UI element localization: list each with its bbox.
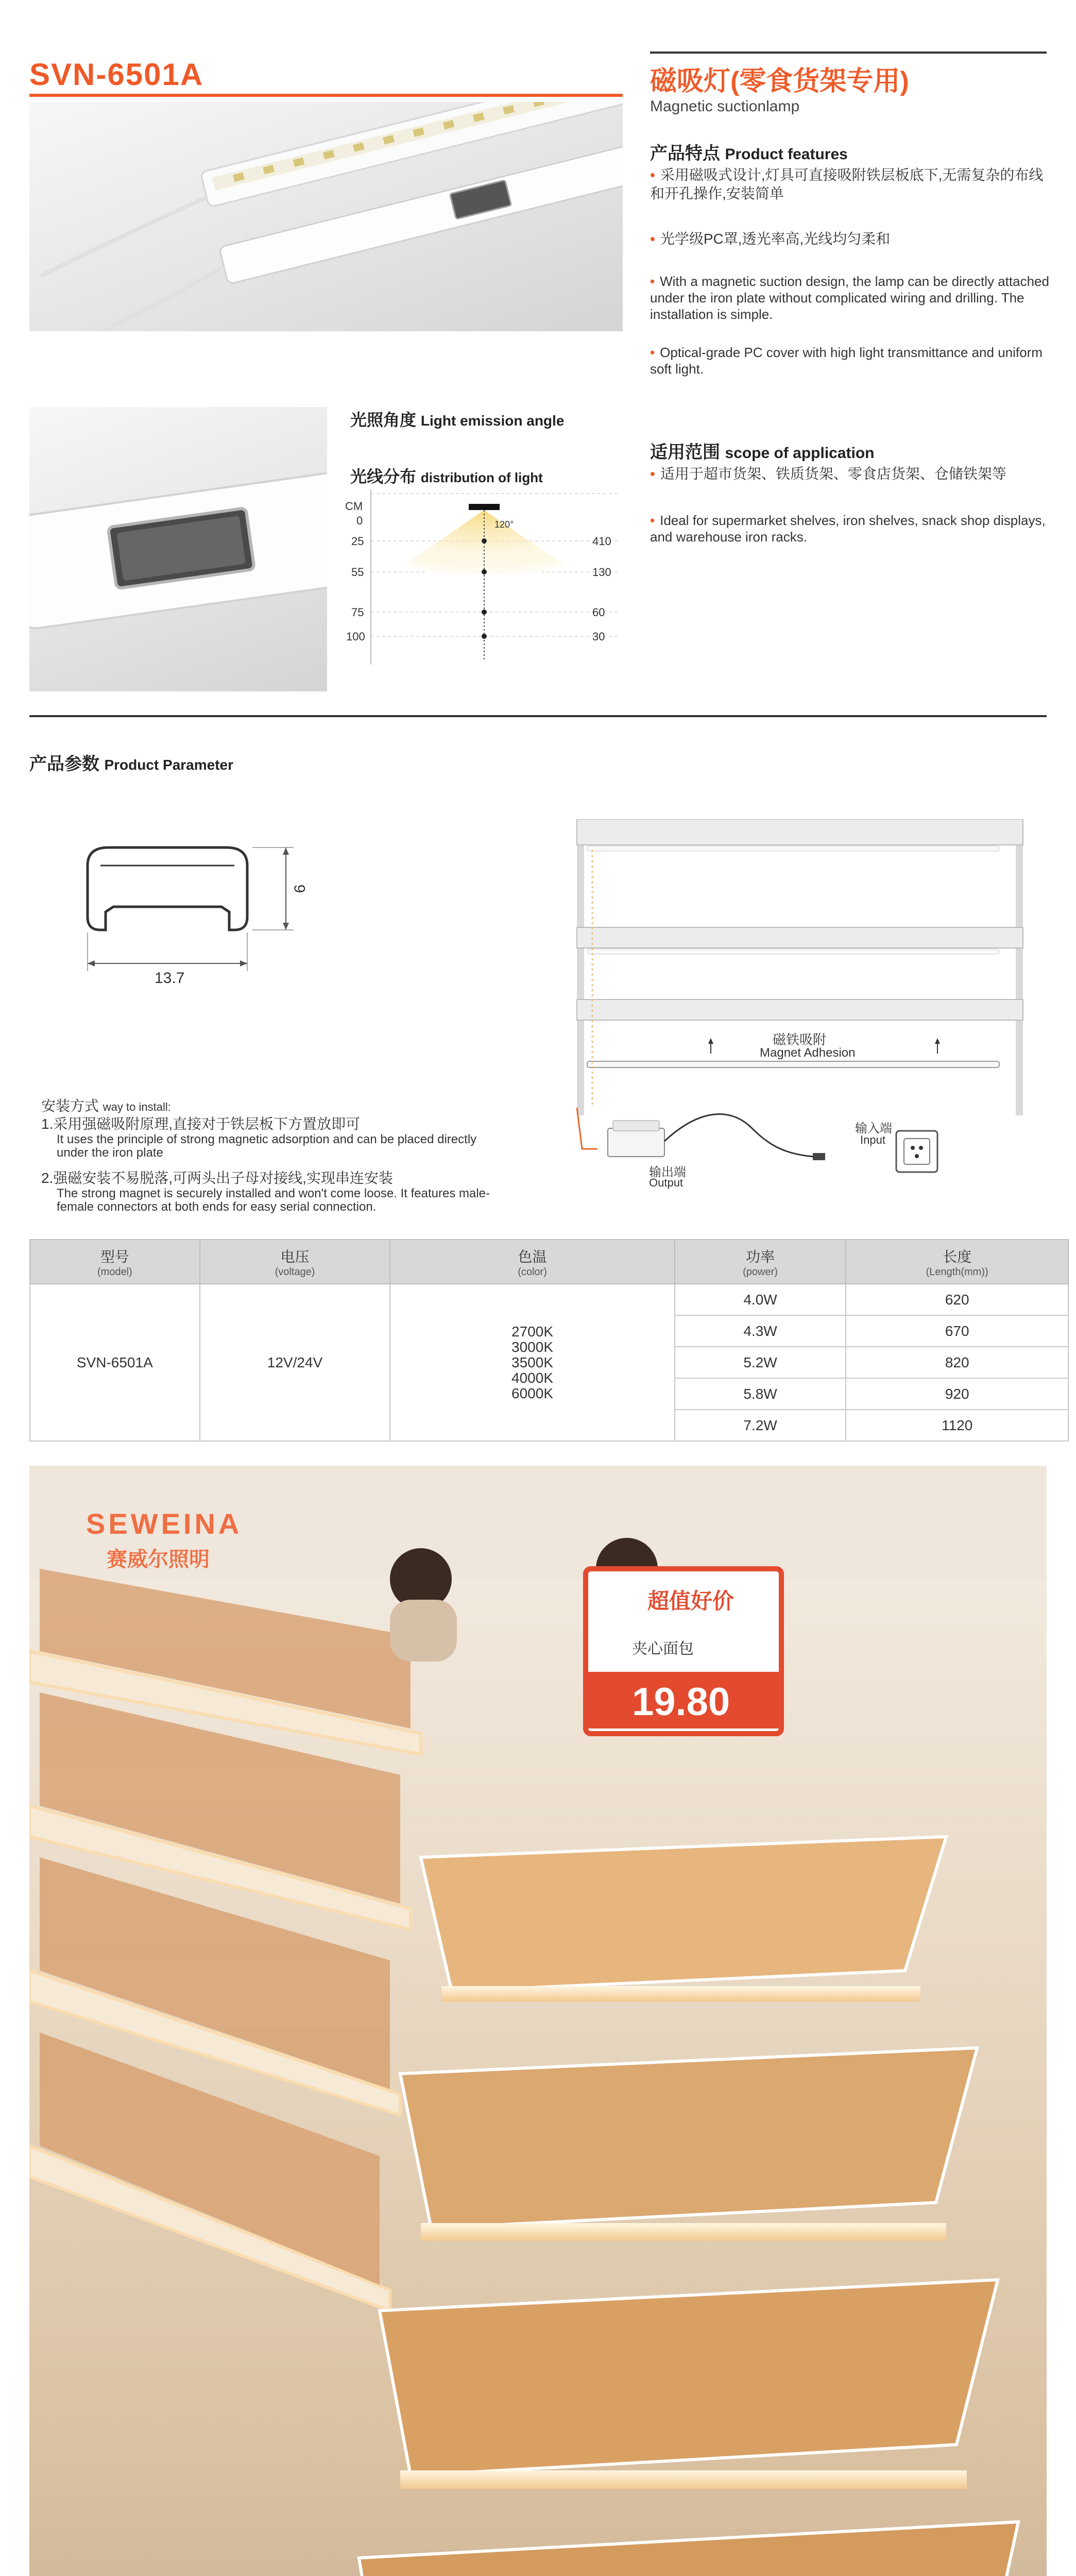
install-step-cn: 1.采用强磁吸附原理,直接对于铁层板下方置放即可 — [41, 1116, 361, 1132]
color-temp: 2700K — [511, 1323, 553, 1340]
lux-value: 60 — [592, 606, 605, 619]
tick-label: 0 — [356, 514, 363, 527]
light-angle-heading — [350, 407, 564, 431]
bullet-dot: • — [650, 466, 655, 482]
cell-power: 5.2W — [675, 1347, 846, 1378]
tick-label: 75 — [351, 606, 364, 619]
input-label-en: Input — [860, 1133, 885, 1146]
lux-value: 130 — [592, 566, 611, 579]
light-dist-en: distribution of light — [420, 470, 543, 485]
price-tag-sub: 夹心面包 — [632, 1640, 694, 1657]
feature-text: With a magnetic suction design, the lamp can be directly attached under the iron plate without complicated wiring and drilling. The installation is simple. — [650, 274, 1049, 322]
light-angle-cn: 光照角度 — [350, 411, 417, 429]
light-dist-cn: 光线分布 — [350, 467, 417, 486]
section-divider — [29, 715, 1047, 717]
lightbar-illustration — [29, 102, 623, 331]
scope-text: Ideal for supermarket shelves, iron shelves, snack shop displays, and warehouse iron racks. — [650, 513, 1046, 545]
cell-length: 620 — [846, 1284, 1068, 1315]
parameter-table — [29, 1239, 1069, 1442]
bullet-dot: • — [650, 274, 655, 289]
table-header-row — [30, 1240, 1068, 1284]
product-title: 磁吸灯(零食货架专用) — [650, 66, 909, 96]
scope-heading-en: scope of application — [725, 445, 875, 462]
col-power: 功率 (power) — [675, 1240, 846, 1284]
feature-text: 光学级PC罩,透光率高,光线均匀柔和 — [660, 231, 891, 247]
header-rule — [29, 94, 623, 97]
width-dimension: 13.7 — [155, 970, 185, 987]
tick-label: 100 — [346, 630, 365, 643]
cell-model: SVN-6501A — [30, 1284, 200, 1441]
light-dist-heading — [350, 464, 543, 487]
install-step-cn: 2.强磁安装不易脱落,可两头出子母对接线,实现串连安装 — [41, 1170, 393, 1186]
magnet-illustration — [29, 407, 327, 691]
table-row — [30, 1284, 1068, 1315]
parameter-heading-en: Product Parameter — [104, 757, 233, 773]
price-value: 19.80 — [632, 1680, 730, 1724]
scope-item — [650, 465, 1057, 483]
product-subtitle: Magnetic suctionlamp — [650, 98, 800, 115]
unit-label: CM — [345, 500, 363, 513]
bullet-dot: • — [650, 345, 655, 360]
col-length: 长度 (Length(mm)) — [846, 1240, 1068, 1284]
scope-item — [650, 512, 1052, 545]
feature-item — [650, 230, 1052, 248]
magnet-label-cn: 磁铁吸附 — [773, 1032, 827, 1047]
color-temp: 3000K — [511, 1338, 553, 1355]
install-step-en: The strong magnet is securely installed and won't come loose. It features male-female connectors at both ends for easy serial connection. — [57, 1187, 490, 1214]
install-step — [41, 1170, 494, 1214]
product-photo-lightbar — [29, 102, 623, 331]
product-photo-magnet — [29, 407, 327, 691]
cell-power: 4.3W — [675, 1315, 846, 1347]
feature-text: 采用磁吸式设计,灯具可直接吸附铁层板底下,无需复杂的布线和开孔操作,安装简单 — [650, 167, 1044, 201]
bullet-dot: • — [650, 231, 655, 247]
angle-label: 120° — [494, 519, 514, 530]
feature-item — [650, 273, 1052, 323]
col-voltage: 电压 (voltage) — [200, 1240, 390, 1284]
color-temp: 3500K — [511, 1354, 553, 1370]
scope-heading-cn: 适用范围 — [650, 443, 720, 462]
lux-value: 30 — [592, 630, 605, 643]
shelf-diagram — [567, 819, 1051, 1190]
features-heading-en: Product features — [725, 146, 848, 163]
col-color: 色温 (color) — [390, 1240, 674, 1284]
tick-label: 25 — [351, 535, 364, 548]
col-model: 型号 (model) — [30, 1240, 200, 1284]
scope-text: 适用于超市货架、铁质货架、零食店货架、仓储铁架等 — [660, 466, 1006, 482]
light-angle-en: Light emission angle — [420, 413, 565, 429]
parameter-heading-cn: 产品参数 — [29, 754, 99, 774]
cell-length: 920 — [846, 1378, 1068, 1410]
features-heading — [650, 139, 848, 164]
bullet-dot: • — [650, 167, 655, 183]
tick-label: 55 — [351, 566, 364, 579]
scope-heading — [650, 438, 875, 463]
color-temp: 6000K — [511, 1385, 553, 1401]
install-title-en: way to install: — [103, 1100, 171, 1113]
parameter-heading — [29, 750, 233, 775]
cell-length: 1120 — [846, 1410, 1068, 1441]
feature-item — [650, 166, 1052, 203]
cell-power: 4.0W — [675, 1284, 846, 1315]
brand-watermark-en: SEWEINA — [86, 1507, 243, 1540]
install-step-en: It uses the principle of strong magnetic adsorption and can be placed directly under the iron plate — [57, 1132, 477, 1160]
color-temp: 4000K — [511, 1369, 553, 1386]
cell-power: 7.2W — [675, 1410, 846, 1441]
store-illustration — [29, 1466, 1047, 2576]
header-rule-right — [650, 52, 1047, 54]
install-title — [41, 1095, 171, 1115]
feature-item — [650, 344, 1052, 377]
profile-drawing — [52, 835, 319, 1020]
input-label-cn: 输入端 — [855, 1122, 892, 1136]
cell-voltage: 12V/24V — [200, 1284, 390, 1441]
store-photo — [29, 1466, 1047, 2576]
price-tag-title: 超值好价 — [647, 1589, 735, 1613]
model-title: SVN-6501A — [29, 57, 204, 92]
install-step — [41, 1115, 494, 1160]
cell-colors — [390, 1284, 674, 1441]
output-label-cn: 输出端 — [649, 1165, 686, 1179]
bullet-dot: • — [650, 513, 655, 528]
lux-value: 410 — [592, 535, 611, 548]
install-title-cn: 安装方式 — [41, 1098, 99, 1114]
cell-length: 670 — [846, 1315, 1068, 1347]
output-label-en: Output — [649, 1176, 684, 1189]
height-dimension: 9 — [291, 884, 308, 893]
magnet-label-en: Magnet Adhesion — [760, 1046, 856, 1060]
feature-text: Optical-grade PC cover with high light transmittance and uniform soft light. — [650, 345, 1043, 377]
light-distribution-diagram — [345, 489, 618, 665]
cell-power: 5.8W — [675, 1378, 846, 1410]
brand-watermark-cn: 赛威尔照明 — [107, 1548, 210, 1571]
cell-length: 820 — [846, 1347, 1068, 1378]
features-heading-cn: 产品特点 — [650, 144, 720, 163]
